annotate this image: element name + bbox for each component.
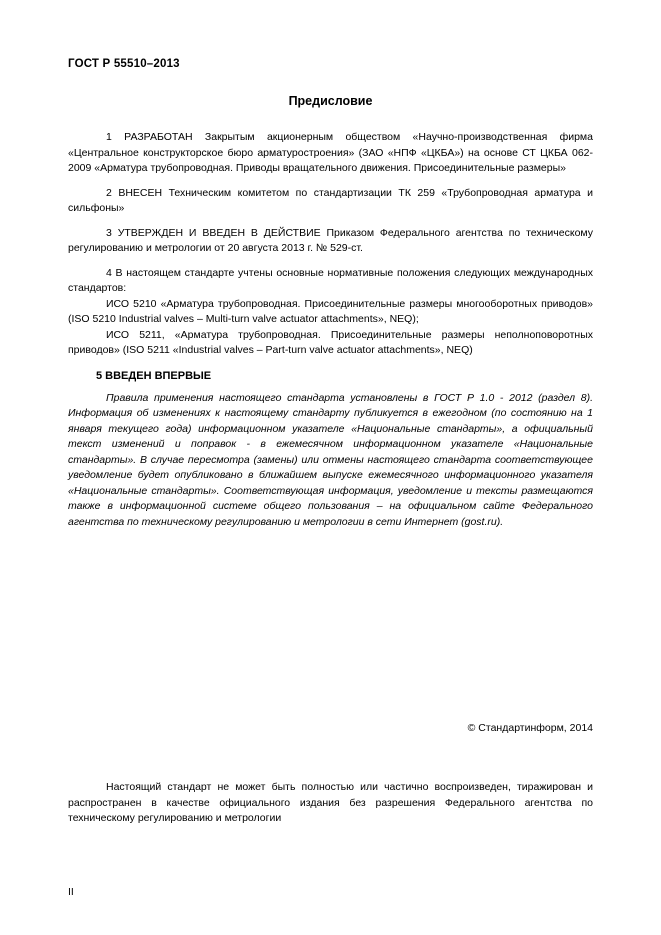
iso-reference-5211: ИСО 5211, «Арматура трубопроводная. Присоединительные размеры неполноповоротных приводов» (ISO 5211 «Industrial valves – Part-turn valve actuator attachments», NEQ) [68, 328, 593, 356]
paragraph-4: 4 В настоящем стандарте учтены основные нормативные положения следующих международных стандартов: [68, 266, 593, 294]
reproduction-notice: Настоящий стандарт не может быть полностью или частично воспроизведен, тиражирован и распространен в качестве официального издания без разрешения Федерального агентства по техническому регулированию и метрологии [68, 781, 593, 824]
page-title: Предисловие [288, 94, 373, 108]
section-5-heading: 5 ВВЕДЕН ВПЕРВЫЕ [96, 369, 212, 382]
application-rules-note: Правила применения настоящего стандарта установлены в ГОСТ Р 1.0 - 2012 (раздел 8). Информация об изменениях к настоящему стандарту публикуется в ежегодном (по состоянию на 1 января текущего года) информационном указателе «Национальные стандарты», а официальный текст изменений и поправок - в ежемесячном информационном указателе «Национальные стандарты». В случае пересмотра (замены) или отмены настоящего стандарта соответствующее уведомление будет опубликовано в ближайшем выпуске ежемесячного информационного указателя «Национальные стандарты». Соответствующая информация, уведомление и тексты размещаются также в информационной системе общего пользования – на официальном сайте Федерального агентства по техническому регулированию и метрологии в сети Интернет (gost.ru). [68, 391, 593, 528]
paragraph-2: 2 ВНЕСЕН Техническим комитетом по стандартизации ТК 259 «Трубопроводная арматура и сильфоны» [68, 186, 593, 214]
paragraph-1: 1 РАЗРАБОТАН Закрытым акционерным обществом «Научно-производственная фирма «Центральное конструкторское бюро арматуростроения» (ЗАО «НПФ «ЦКБА») на основе СТ ЦКБА 062-2009 «Арматура трубопроводная. Приводы вращательного движения. Присоединительные размеры» [68, 131, 593, 174]
copyright-notice: © Стандартинформ, 2014 [467, 722, 593, 734]
document-code: ГОСТ Р 55510–2013 [68, 58, 180, 70]
iso-reference-5210: ИСО 5210 «Арматура трубопроводная. Присоединительные размеры многооборотных приводов» (ISO 5210 Industrial valves – Multi-turn valve actuator attachments», NEQ); [68, 297, 593, 325]
page-number: II [68, 886, 74, 898]
paragraph-3: 3 УТВЕРЖДЕН И ВВЕДЕН В ДЕЙСТВИЕ Приказом Федерального агентства по техническому регулированию и метрологии от 20 августа 2013 г. № 529-ст. [68, 226, 593, 254]
